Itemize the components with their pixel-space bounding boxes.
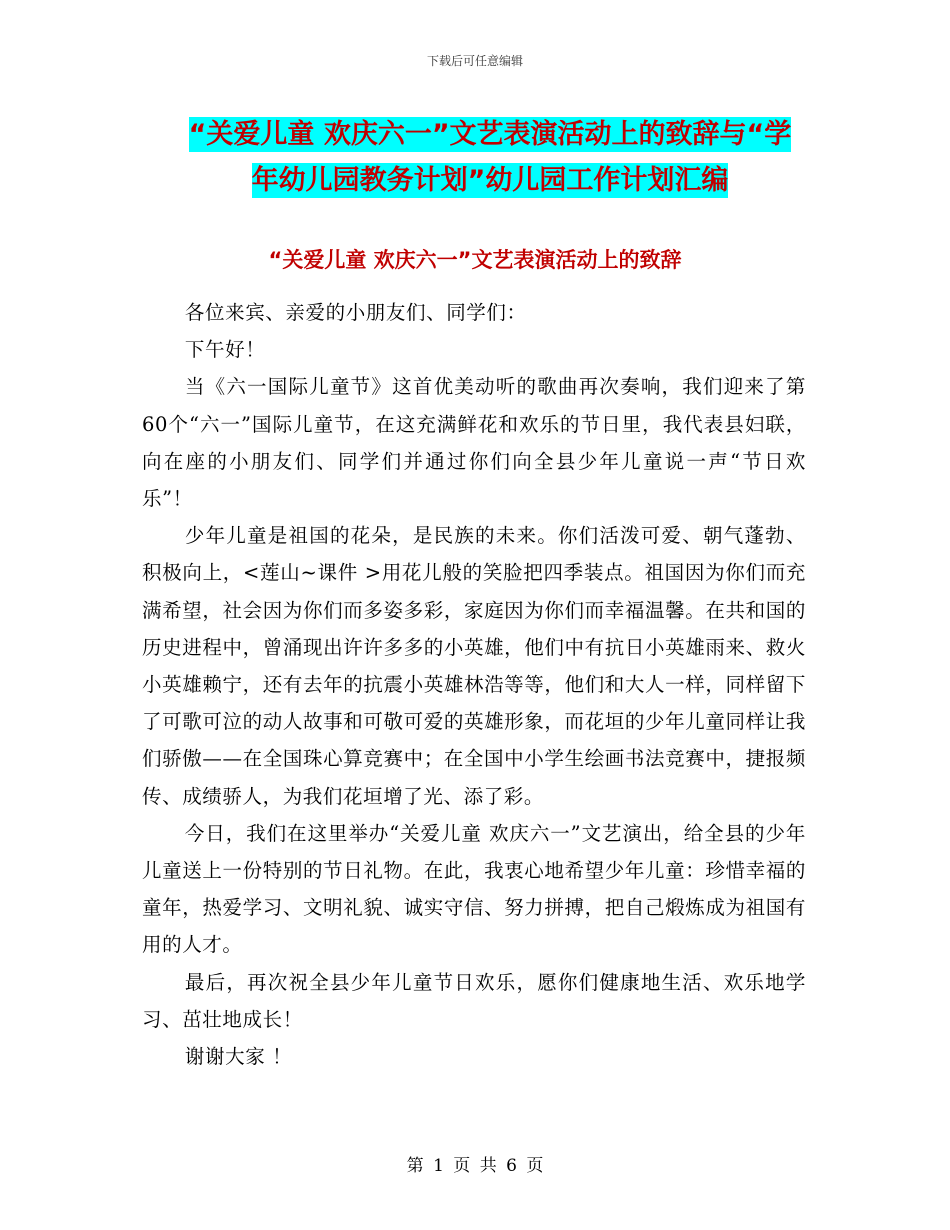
document-title-line-2: 年幼儿园教务计划”幼儿园工作计划汇编 — [251, 165, 729, 196]
paragraph-performance: 今日，我们在这里举办“关爱儿童 欢庆六一”文艺演出，给全县的少年儿童送上一份特别的节日礼物。在此，我衷心地希望少年儿童：珍惜幸福的童年，热爱学习、文明礼貌、诚实守信、努力拼搏，把自己煅炼成为祖国有用的人才。 — [142, 821, 806, 957]
document-title — [140, 112, 840, 204]
document-title-line-1: “关爱儿童 欢庆六一”文艺表演活动上的致辞与“学 — [188, 119, 792, 150]
page-footer: 第 1 页 共 6 页 — [406, 1156, 544, 1176]
paragraph-thanks: 谢谢大家 ！ — [184, 1045, 293, 1069]
paragraph-good-afternoon: 下午好！ — [184, 338, 266, 362]
paragraph-greeting: 各位来宾、亲爱的小朋友们、同学们： — [184, 301, 527, 324]
paragraph-children-future: 少年儿童是祖国的花朵，是民族的未来。你们活泼可爱、朝气蓬勃、积极向上，<莲山~课件 >用花儿般的笑脸把四季装点。祖国因为你们而充满希望，社会因为你们而多姿多彩，家庭因为你们而幸福温馨。在共和国的历史进程中，曾涌现出许许多多的小英雄，他们中有抗日小英雄雨来、救火小英雄赖宁，还有去年的抗震小英雄林浩等等，他们和大人一样，同样留下了可歌可泣的动人故事和可敬可爱的英雄形象，而花垣的少年儿童同样让我们骄傲——在全国珠心算竞赛中；在全国中小学生绘画书法竞赛中，捷报频传、成绩骄人，为我们花垣增了光、添了彩。 — [142, 524, 806, 808]
speech-body — [142, 294, 806, 1075]
paragraph-opening: 当《六一国际儿童节》这首优美动听的歌曲再次奏响，我们迎来了第60个“六一”国际儿童节，在这充满鲜花和欢乐的节日里，我代表县妇联，向在座的小朋友们、同学们并通过你们向全县少年儿童说一声“节日欢乐”！ — [142, 375, 806, 511]
page-header-note: 下载后可任意编辑 — [426, 54, 523, 68]
section-title: “关爱儿童 欢庆六一”文艺表演活动上的致辞 — [268, 248, 682, 272]
paragraph-closing-wish: 最后，再次祝全县少年儿童节日欢乐，愿你们健康地生活、欢乐地学习、茁壮地成长！ — [142, 970, 806, 1031]
